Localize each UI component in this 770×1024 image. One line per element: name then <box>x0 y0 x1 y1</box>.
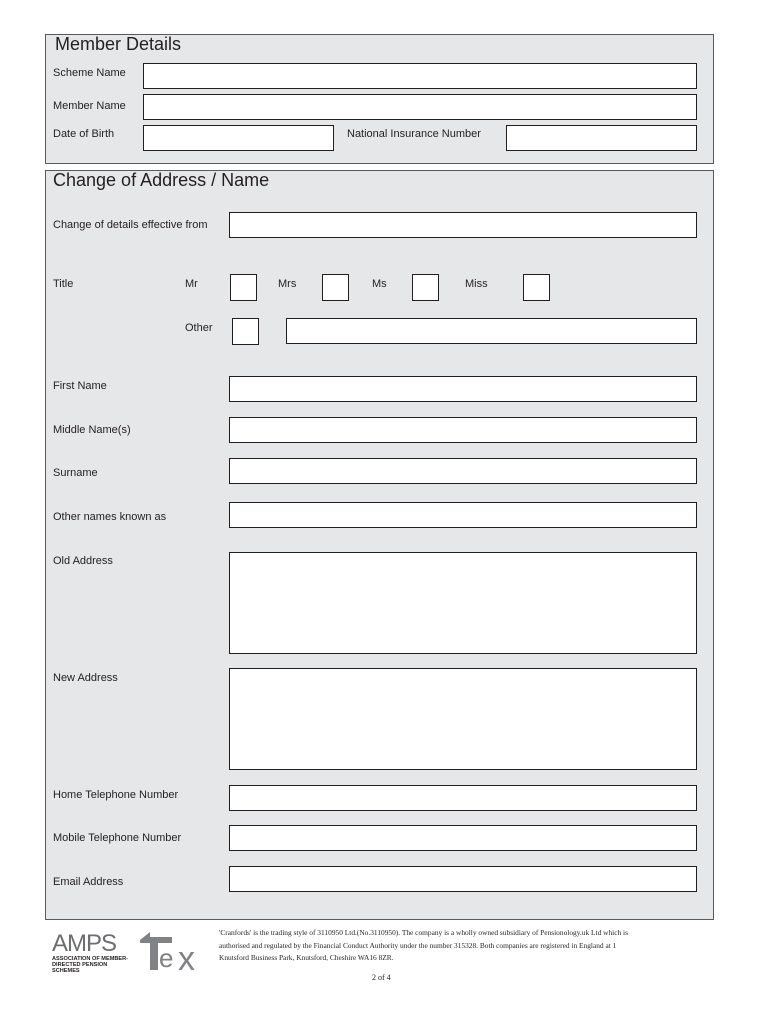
ni-number-label: National Insurance Number <box>347 128 481 140</box>
effective-from-label: Change of details effective from <box>53 219 208 231</box>
email-field[interactable] <box>229 866 697 892</box>
title-mrs-checkbox[interactable] <box>322 274 349 301</box>
effective-from-field[interactable] <box>229 212 697 238</box>
tex-logo-graphic <box>138 930 212 974</box>
legal-line-2: authorised and regulated by the Financial Conduct Authority under the number 315328. Both companies are registered in England at 1 <box>219 940 617 950</box>
title-mr-checkbox[interactable] <box>230 274 257 301</box>
ni-number-field[interactable] <box>506 125 697 151</box>
other-names-field[interactable] <box>229 502 697 528</box>
member-name-label: Member Name <box>53 100 126 112</box>
title-ms-label: Ms <box>372 278 387 290</box>
home-telephone-label: Home Telephone Number <box>53 789 179 801</box>
title-miss-label: Miss <box>465 278 488 290</box>
title-other-label: Other <box>185 322 213 334</box>
date-of-birth-field[interactable] <box>143 125 334 151</box>
middle-names-field[interactable] <box>229 417 697 443</box>
member-details-heading: Member Details <box>55 34 182 54</box>
amps-logo-text: AMPS <box>52 930 117 957</box>
legal-disclaimer <box>219 927 719 965</box>
legal-line-3: Knutsford Business Park, Knutsford, Cheshire WA16 8ZR. <box>219 953 394 962</box>
new-address-field[interactable] <box>229 668 697 770</box>
scheme-name-label: Scheme Name <box>53 67 126 79</box>
middle-names-label: Middle Name(s) <box>53 424 131 436</box>
new-address-label: New Address <box>53 672 118 684</box>
email-label: Email Address <box>53 876 124 888</box>
date-of-birth-label: Date of Birth <box>53 128 115 140</box>
home-telephone-field[interactable] <box>229 785 697 811</box>
title-ms-checkbox[interactable] <box>412 274 439 301</box>
other-names-label: Other names known as <box>53 511 167 523</box>
title-mr-label: Mr <box>185 278 198 290</box>
member-name-field[interactable] <box>143 94 697 120</box>
title-label: Title <box>53 278 74 290</box>
surname-label: Surname <box>53 467 98 479</box>
title-other-checkbox[interactable] <box>232 318 259 345</box>
scheme-name-field[interactable] <box>143 63 697 89</box>
mobile-telephone-label: Mobile Telephone Number <box>53 832 182 844</box>
title-other-field[interactable] <box>286 318 697 344</box>
page-number: 2 of 4 <box>372 973 391 982</box>
mobile-telephone-field[interactable] <box>229 825 697 851</box>
old-address-field[interactable] <box>229 552 697 654</box>
first-name-label: First Name <box>53 380 107 392</box>
old-address-label: Old Address <box>53 555 113 567</box>
amps-logo <box>52 932 132 976</box>
tex-logo <box>138 930 212 974</box>
svg-text:e: e <box>159 943 174 973</box>
title-miss-checkbox[interactable] <box>523 274 550 301</box>
surname-field[interactable] <box>229 458 697 484</box>
legal-line-1: 'Cranfords' is the trading style of 3110950 Ltd.(No.3110950). The company is a wholly owned subsidiary of Pensionology.uk Ltd which is <box>219 928 628 937</box>
amps-logo-subtitle: ASSOCIATION OF MEMBER-DIRECTED PENSION SCHEMES <box>52 956 129 975</box>
first-name-field[interactable] <box>229 376 697 402</box>
title-mrs-label: Mrs <box>278 278 297 290</box>
change-details-heading: Change of Address / Name <box>53 170 270 190</box>
svg-text:x: x <box>178 940 195 974</box>
